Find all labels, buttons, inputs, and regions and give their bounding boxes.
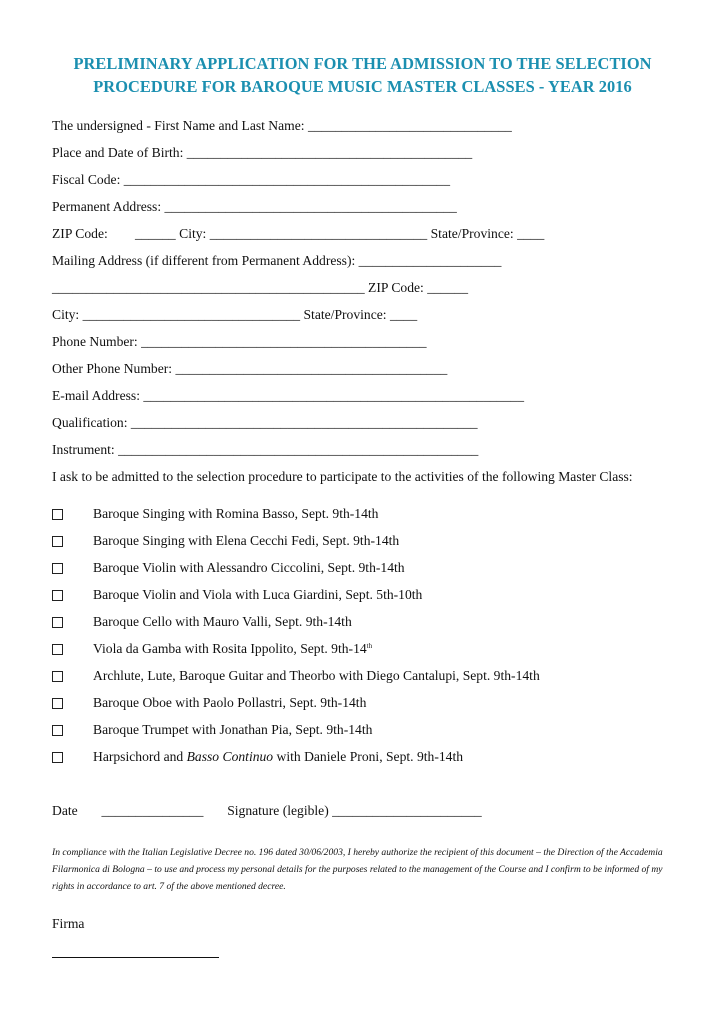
document-title (20, 53, 705, 98)
class-row (52, 721, 372, 739)
checkbox[interactable] (52, 752, 63, 763)
signature-line[interactable] (52, 957, 219, 958)
class-label-part: with Daniele Proni, Sept. 9th-14th (273, 749, 464, 764)
class-row (52, 532, 399, 550)
class-label-part: Harpsichord and (93, 749, 187, 764)
class-row (52, 667, 540, 685)
class-row (52, 640, 372, 658)
zip-city-field[interactable]: ZIP Code: ______ City: ________________________________ State/Province: ____ (52, 226, 545, 241)
instrument-field[interactable]: Instrument: _____________________________________________________ (52, 442, 479, 457)
permanent-address-field[interactable]: Permanent Address: ___________________________________________ (52, 199, 457, 214)
class-row (52, 613, 352, 631)
qualification-field[interactable]: Qualification: ___________________________________________________ (52, 415, 478, 430)
class-label-italic: Basso Continuo (186, 749, 274, 764)
other-phone-field[interactable]: Other Phone Number: ________________________________________ (52, 361, 448, 376)
class-label: Baroque Trumpet with Jonathan Pia, Sept. 9th-14th (93, 722, 373, 737)
mailing-address-line-2[interactable]: ______________________________________________ ZIP Code: ______ (52, 280, 468, 295)
title-line-1: PRELIMINARY APPLICATION FOR THE ADMISSION TO THE SELECTION (73, 54, 652, 73)
mailing-address-field[interactable]: Mailing Address (if different from Permanent Address): _____________________ (52, 253, 502, 268)
class-label: Baroque Violin and Viola with Luca Giardini, Sept. 5th-10th (93, 587, 423, 602)
class-label: Baroque Cello with Mauro Valli, Sept. 9th-14th (93, 614, 352, 629)
checkbox[interactable] (52, 725, 63, 736)
class-label: Baroque Oboe with Paolo Pollastri, Sept. 9th-14th (93, 695, 367, 710)
checkbox[interactable] (52, 617, 63, 628)
checkbox[interactable] (52, 698, 63, 709)
class-label: Baroque Singing with Romina Basso, Sept. 9th-14th (93, 506, 379, 521)
class-label: Baroque Singing with Elena Cecchi Fedi, Sept. 9th-14th (93, 533, 400, 548)
class-label (93, 748, 463, 766)
checkbox[interactable] (52, 563, 63, 574)
ordinal-superscript: th (366, 642, 373, 650)
class-row (52, 505, 378, 523)
name-field[interactable]: The undersigned - First Name and Last Name: ______________________________ (52, 118, 512, 133)
privacy-notice: In compliance with the Italian Legislative Decree no. 196 dated 30/06/2003, I hereby authorize the recipient of this document – the Direction of the Accademia Filarmonica di Bologna – to use and process my personal details for the purposes related to the management of the Course and I confirm to be informed of my rights in accordance to art. 7 of the above mentioned decree. (52, 847, 663, 892)
firma-label: Firma (52, 916, 85, 931)
fiscal-code-field[interactable]: Fiscal Code: ________________________________________________ (52, 172, 450, 187)
admission-request-text: I ask to be admitted to the selection procedure to participate to the activities of the following Master Class: (52, 469, 633, 484)
email-field[interactable]: E-mail Address: ________________________________________________________ (52, 388, 524, 403)
checkbox[interactable] (52, 509, 63, 520)
class-label-text: Viola da Gamba with Rosita Ippolito, Sept. 9th-14 (93, 641, 367, 656)
phone-field[interactable]: Phone Number: __________________________________________ (52, 334, 427, 349)
date-signature-field[interactable]: Date _______________ Signature (legible) ______________________ (52, 803, 482, 818)
class-row (52, 748, 463, 766)
checkbox[interactable] (52, 590, 63, 601)
checkbox[interactable] (52, 671, 63, 682)
class-label (93, 640, 372, 658)
class-row (52, 694, 366, 712)
city-field[interactable]: City: ________________________________ State/Province: ____ (52, 307, 418, 322)
class-row (52, 586, 422, 604)
birth-field[interactable]: Place and Date of Birth: __________________________________________ (52, 145, 473, 160)
title-line-2: PROCEDURE FOR BAROQUE MUSIC MASTER CLASSES - YEAR 2016 (93, 76, 632, 96)
checkbox[interactable] (52, 644, 63, 655)
class-label: Archlute, Lute, Baroque Guitar and Theorbo with Diego Cantalupi, Sept. 9th-14th (93, 668, 540, 683)
checkbox[interactable] (52, 536, 63, 547)
class-label: Baroque Violin with Alessandro Ciccolini, Sept. 9th-14th (93, 560, 405, 575)
class-row (52, 559, 405, 577)
